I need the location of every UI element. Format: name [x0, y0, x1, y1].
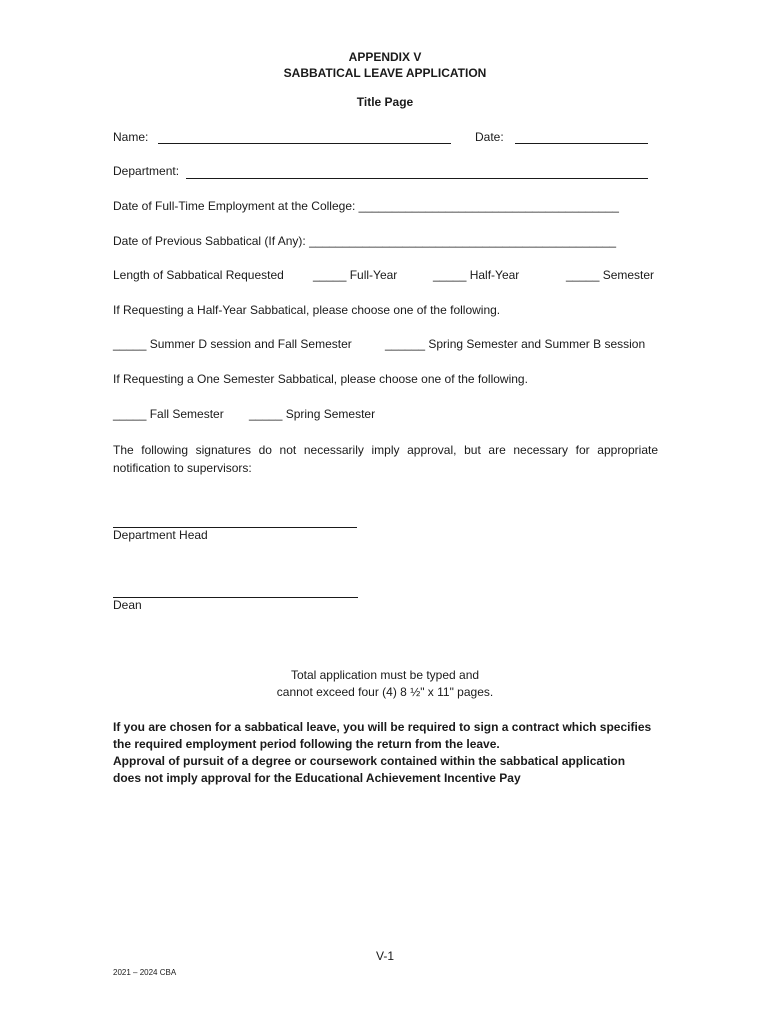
previous-sabbatical-field[interactable]: Date of Previous Sabbatical (If Any): ______________________________________________	[113, 234, 617, 248]
semester-prompt: If Requesting a One Semester Sabbatical, please choose one of the following.	[113, 372, 528, 386]
semester-option[interactable]: _____ Semester	[566, 268, 655, 282]
date-label: Date:	[475, 130, 504, 144]
spring-summer-b-option[interactable]: ______ Spring Semester and Summer B session	[385, 337, 646, 351]
department-field-line[interactable]	[186, 178, 648, 179]
department-head-label: Department Head	[113, 528, 208, 542]
degree-notice-line2: does not imply approval for the Educational Achievement Incentive Pay	[113, 771, 521, 785]
full-year-option[interactable]: _____ Full-Year	[313, 268, 398, 282]
page-limit-note-line1: Total application must be typed and	[290, 668, 480, 682]
fall-semester-option[interactable]: _____ Fall Semester	[113, 407, 224, 421]
degree-notice-line1: Approval of pursuit of a degree or coursework contained within the sabbatical application	[113, 754, 626, 768]
name-field-line[interactable]	[158, 143, 451, 144]
half-year-option[interactable]: _____ Half-Year	[433, 268, 520, 282]
dean-label: Dean	[113, 598, 142, 612]
date-field-line[interactable]	[515, 143, 648, 144]
appendix-heading: APPENDIX V	[348, 50, 422, 64]
form-title: SABBATICAL LEAVE APPLICATION	[283, 66, 487, 80]
form-subtitle: Title Page	[356, 95, 414, 109]
signature-notice: The following signatures do not necessarily imply approval, but are necessary for appropriate notification to supervisors:	[113, 443, 658, 475]
cba-footer: 2021 – 2024 CBA	[113, 968, 177, 977]
employment-date-field[interactable]: Date of Full-Time Employment at the College: _______________________________________	[113, 199, 619, 213]
page-number: V-1	[375, 949, 394, 963]
length-label: Length of Sabbatical Requested	[113, 268, 284, 282]
dean-signature-line[interactable]	[113, 597, 358, 598]
contract-notice-line1: If you are chosen for a sabbatical leave, you will be required to sign a contract which specifies	[113, 720, 652, 734]
summer-d-fall-option[interactable]: _____ Summer D session and Fall Semester	[113, 337, 352, 351]
contract-notice-line2: the required employment period following the return from the leave.	[113, 737, 500, 751]
spring-semester-option[interactable]: _____ Spring Semester	[249, 407, 376, 421]
page-limit-note-line2: cannot exceed four (4) 8 ½" x 11" pages.	[276, 685, 494, 699]
half-year-prompt: If Requesting a Half-Year Sabbatical, please choose one of the following.	[113, 303, 501, 317]
department-label: Department:	[113, 164, 180, 178]
name-label: Name:	[113, 130, 149, 144]
